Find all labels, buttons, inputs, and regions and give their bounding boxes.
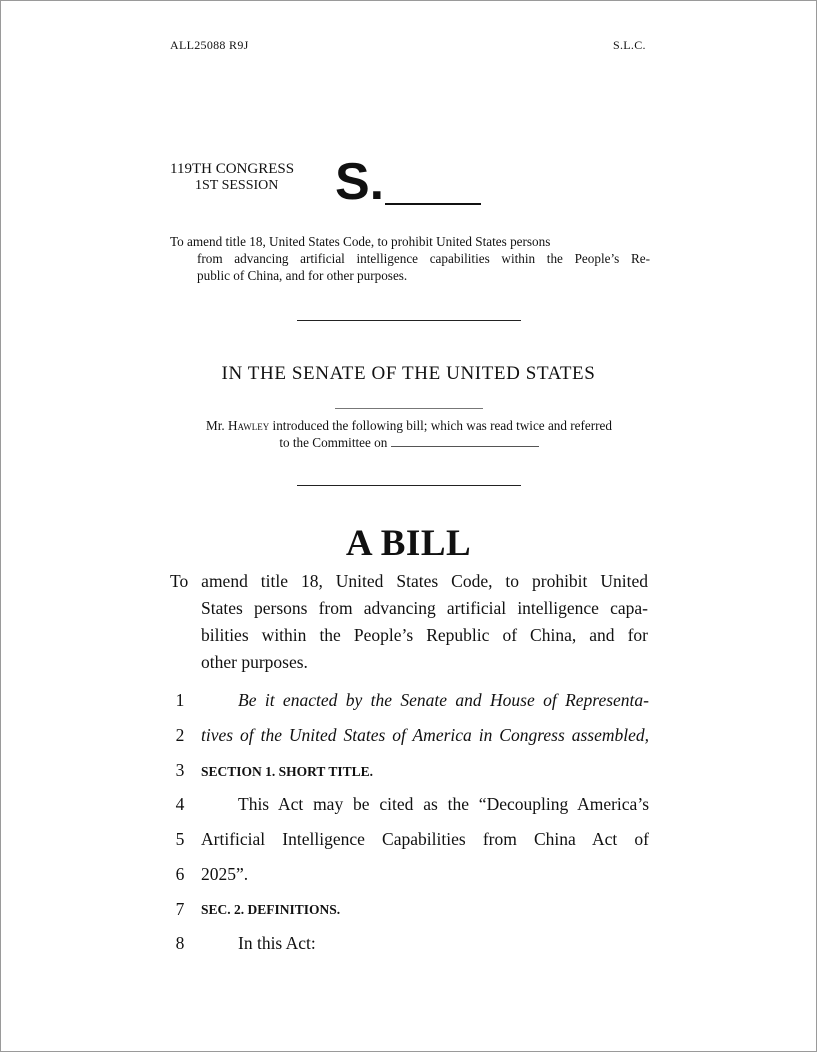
long-title-line-4: other purposes. [201,652,308,672]
summary-title [170,233,650,284]
committee-blank [391,436,539,447]
enacting-clause-line-2: tives of the United States of America in Congress assembled, [201,725,649,745]
section-1-text-line-3: 2025”. [201,864,249,884]
divider-top [297,320,521,321]
long-title-line-1: To amend title 18, United States Code, to prohibit United [170,571,648,591]
line-number: 7 [175,899,185,919]
section-1-text-line-1: This Act may be cited as the “Decoupling America’s [238,794,649,814]
bill-heading: A BILL [345,523,472,564]
long-title-line-2: States persons from advancing artificial intelligence capa- [201,598,648,618]
introduction-line-1: Mr. Hawley introduced the following bill; which was read twice and referred [205,418,613,433]
divider-short [335,408,483,409]
introduction-line-2: to the Committee on [170,434,648,451]
long-title-line-3: bilities within the People’s Republic of China, and for [201,625,648,645]
long-title [170,568,648,676]
document-id: ALL25088 R9J [170,38,249,52]
section-2-text-line-1: In this Act: [238,933,316,953]
chamber-heading: IN THE SENATE OF THE UNITED STATES [221,363,596,384]
line-number: 6 [175,864,185,884]
congress-number: 119TH CONGRESS [170,161,295,177]
line-number: 3 [175,760,185,780]
sponsor-name: Hawley [227,418,270,433]
office-code: S.L.C. [613,38,646,52]
enacting-clause-line-1: Be it enacted by the Senate and House of Representa- [238,690,649,710]
summary-line-2: from advancing artificial intelligence capabilities within the People’s Re- [197,251,650,266]
introduction-text [170,417,648,451]
line-number: 2 [175,725,185,745]
divider-bottom [297,485,521,486]
session: 1ST SESSION [195,178,279,193]
section-1-heading: SECTION 1. SHORT TITLE. [201,764,373,779]
summary-line-1: To amend title 18, United States Code, to prohibit United States persons [170,234,551,249]
line-number: 5 [175,829,185,849]
section-1-text-line-2: Artificial Intelligence Capabilities from China Act of [201,829,649,849]
line-number: 8 [175,933,185,953]
line-number: 1 [175,690,185,710]
line-number: 4 [175,794,185,814]
section-2-heading: SEC. 2. DEFINITIONS. [201,902,341,917]
summary-line-3: public of China, and for other purposes. [197,268,408,283]
bill-number-blank [385,203,481,205]
bill-prefix: S. [335,153,385,211]
